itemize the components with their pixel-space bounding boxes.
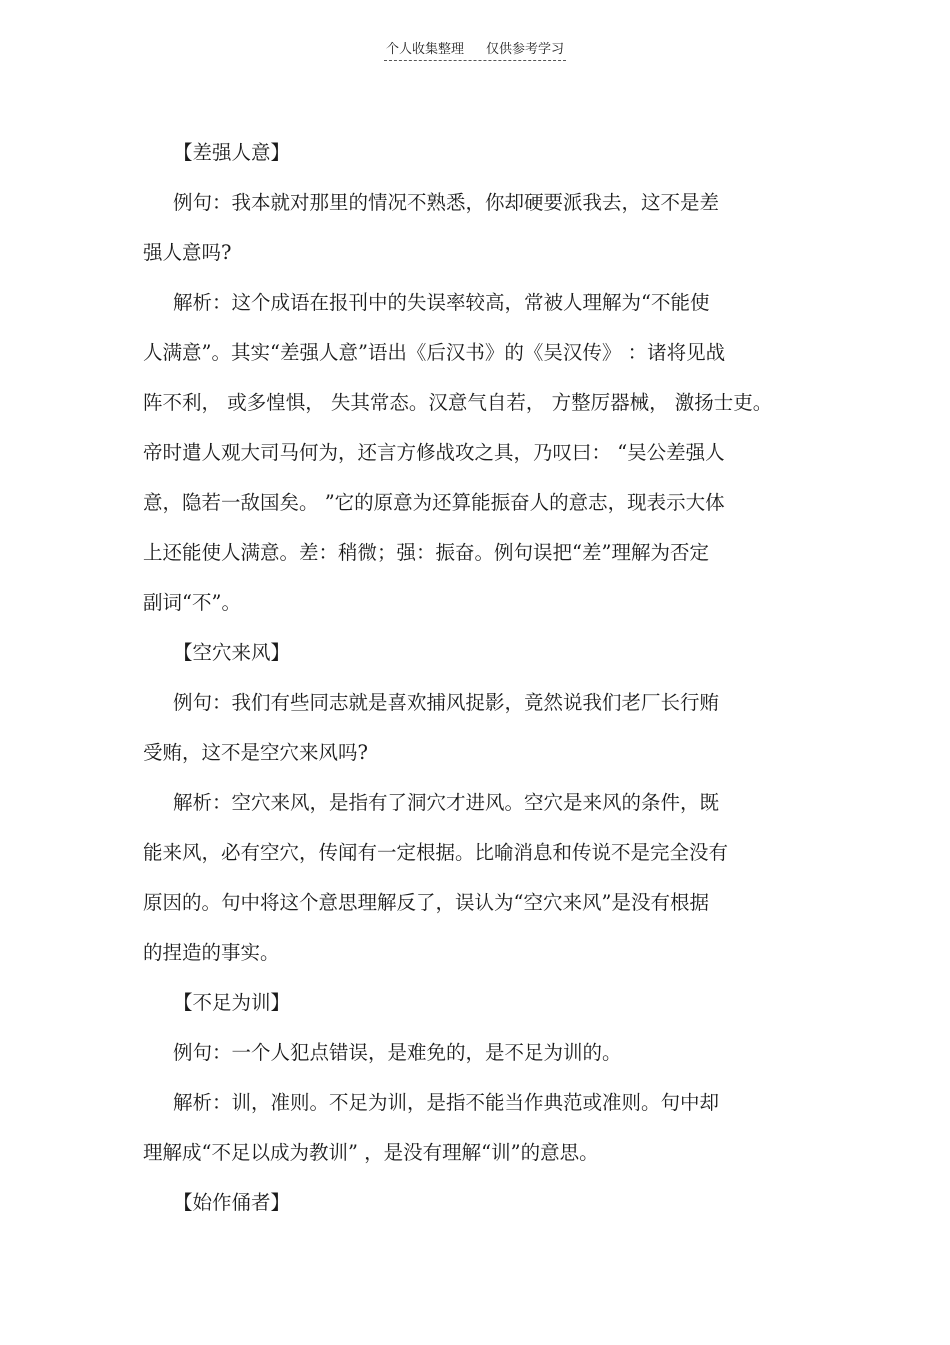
text-line: 解析：训，准则。不足为训，是指不能当作典范或准则。句中却 xyxy=(173,1091,720,1114)
section-title: 【差强人意】 xyxy=(173,141,291,164)
example-paragraph xyxy=(143,178,808,278)
section-title: 【始作俑者】 xyxy=(173,1191,291,1214)
text-line: 人满意”。其实“差强人意”语出《后汉书》的《吴汉传》 ：诸将见战 xyxy=(143,341,726,364)
text-line: 解析：空穴来风，是指有了洞穴才进风。空穴是来风的条件，既 xyxy=(173,791,720,814)
page-header xyxy=(0,38,950,61)
example-paragraph xyxy=(143,678,808,778)
text-line: 上还能使人满意。差：稍微；强：振奋。例句误把“差”理解为否定 xyxy=(143,541,709,564)
analysis-paragraph xyxy=(143,1078,808,1178)
text-line: 解析：这个成语在报刊中的失误率较高，常被人理解为“不能使 xyxy=(173,291,710,314)
text-line: 原因的。句中将这个意思理解反了，误认为“空穴来风”是没有根据 xyxy=(143,891,709,914)
section-title: 【不足为训】 xyxy=(173,991,291,1014)
text-line: 阵不利， 或多惶惧， 失其常态。汉意气自若， 方整厉器械， 激扬士吏。 xyxy=(143,391,773,414)
text-line: 的捏造的事实。 xyxy=(143,941,280,964)
text-line: 例句：我本就对那里的情况不熟悉，你却硬要派我去，这不是差 xyxy=(173,191,720,214)
analysis-paragraph xyxy=(143,778,808,978)
example-paragraph xyxy=(143,1028,808,1078)
text-line: 例句：一个人犯点错误，是难免的，是不足为训的。 xyxy=(173,1041,622,1064)
section-title: 【空穴来风】 xyxy=(173,641,291,664)
analysis-paragraph xyxy=(143,278,808,628)
text-line: 强人意吗? xyxy=(143,241,232,264)
document-body xyxy=(143,128,808,1228)
text-line: 能来风，必有空穴，传闻有一定根据。比喻消息和传说不是完全没有 xyxy=(143,841,729,864)
text-line: 副词“不”。 xyxy=(143,591,241,614)
header-right-text: 仅供参考学习 xyxy=(486,42,565,57)
text-line: 理解成“不足以成为教训” ，是没有理解“训”的意思。 xyxy=(143,1141,599,1164)
text-line: 帝时遣人观大司马何为，还言方修战攻之具，乃叹曰： “吴公差强人 xyxy=(143,441,725,464)
header-line xyxy=(384,38,566,61)
header-left-text: 个人收集整理 xyxy=(385,42,464,57)
text-line: 意，隐若一敌国矣。 ”它的原意为还算能振奋人的意志，现表示大体 xyxy=(143,491,725,514)
text-line: 受贿，这不是空穴来风吗? xyxy=(143,741,368,764)
text-line: 例句：我们有些同志就是喜欢捕风捉影，竟然说我们老厂长行贿 xyxy=(173,691,720,714)
